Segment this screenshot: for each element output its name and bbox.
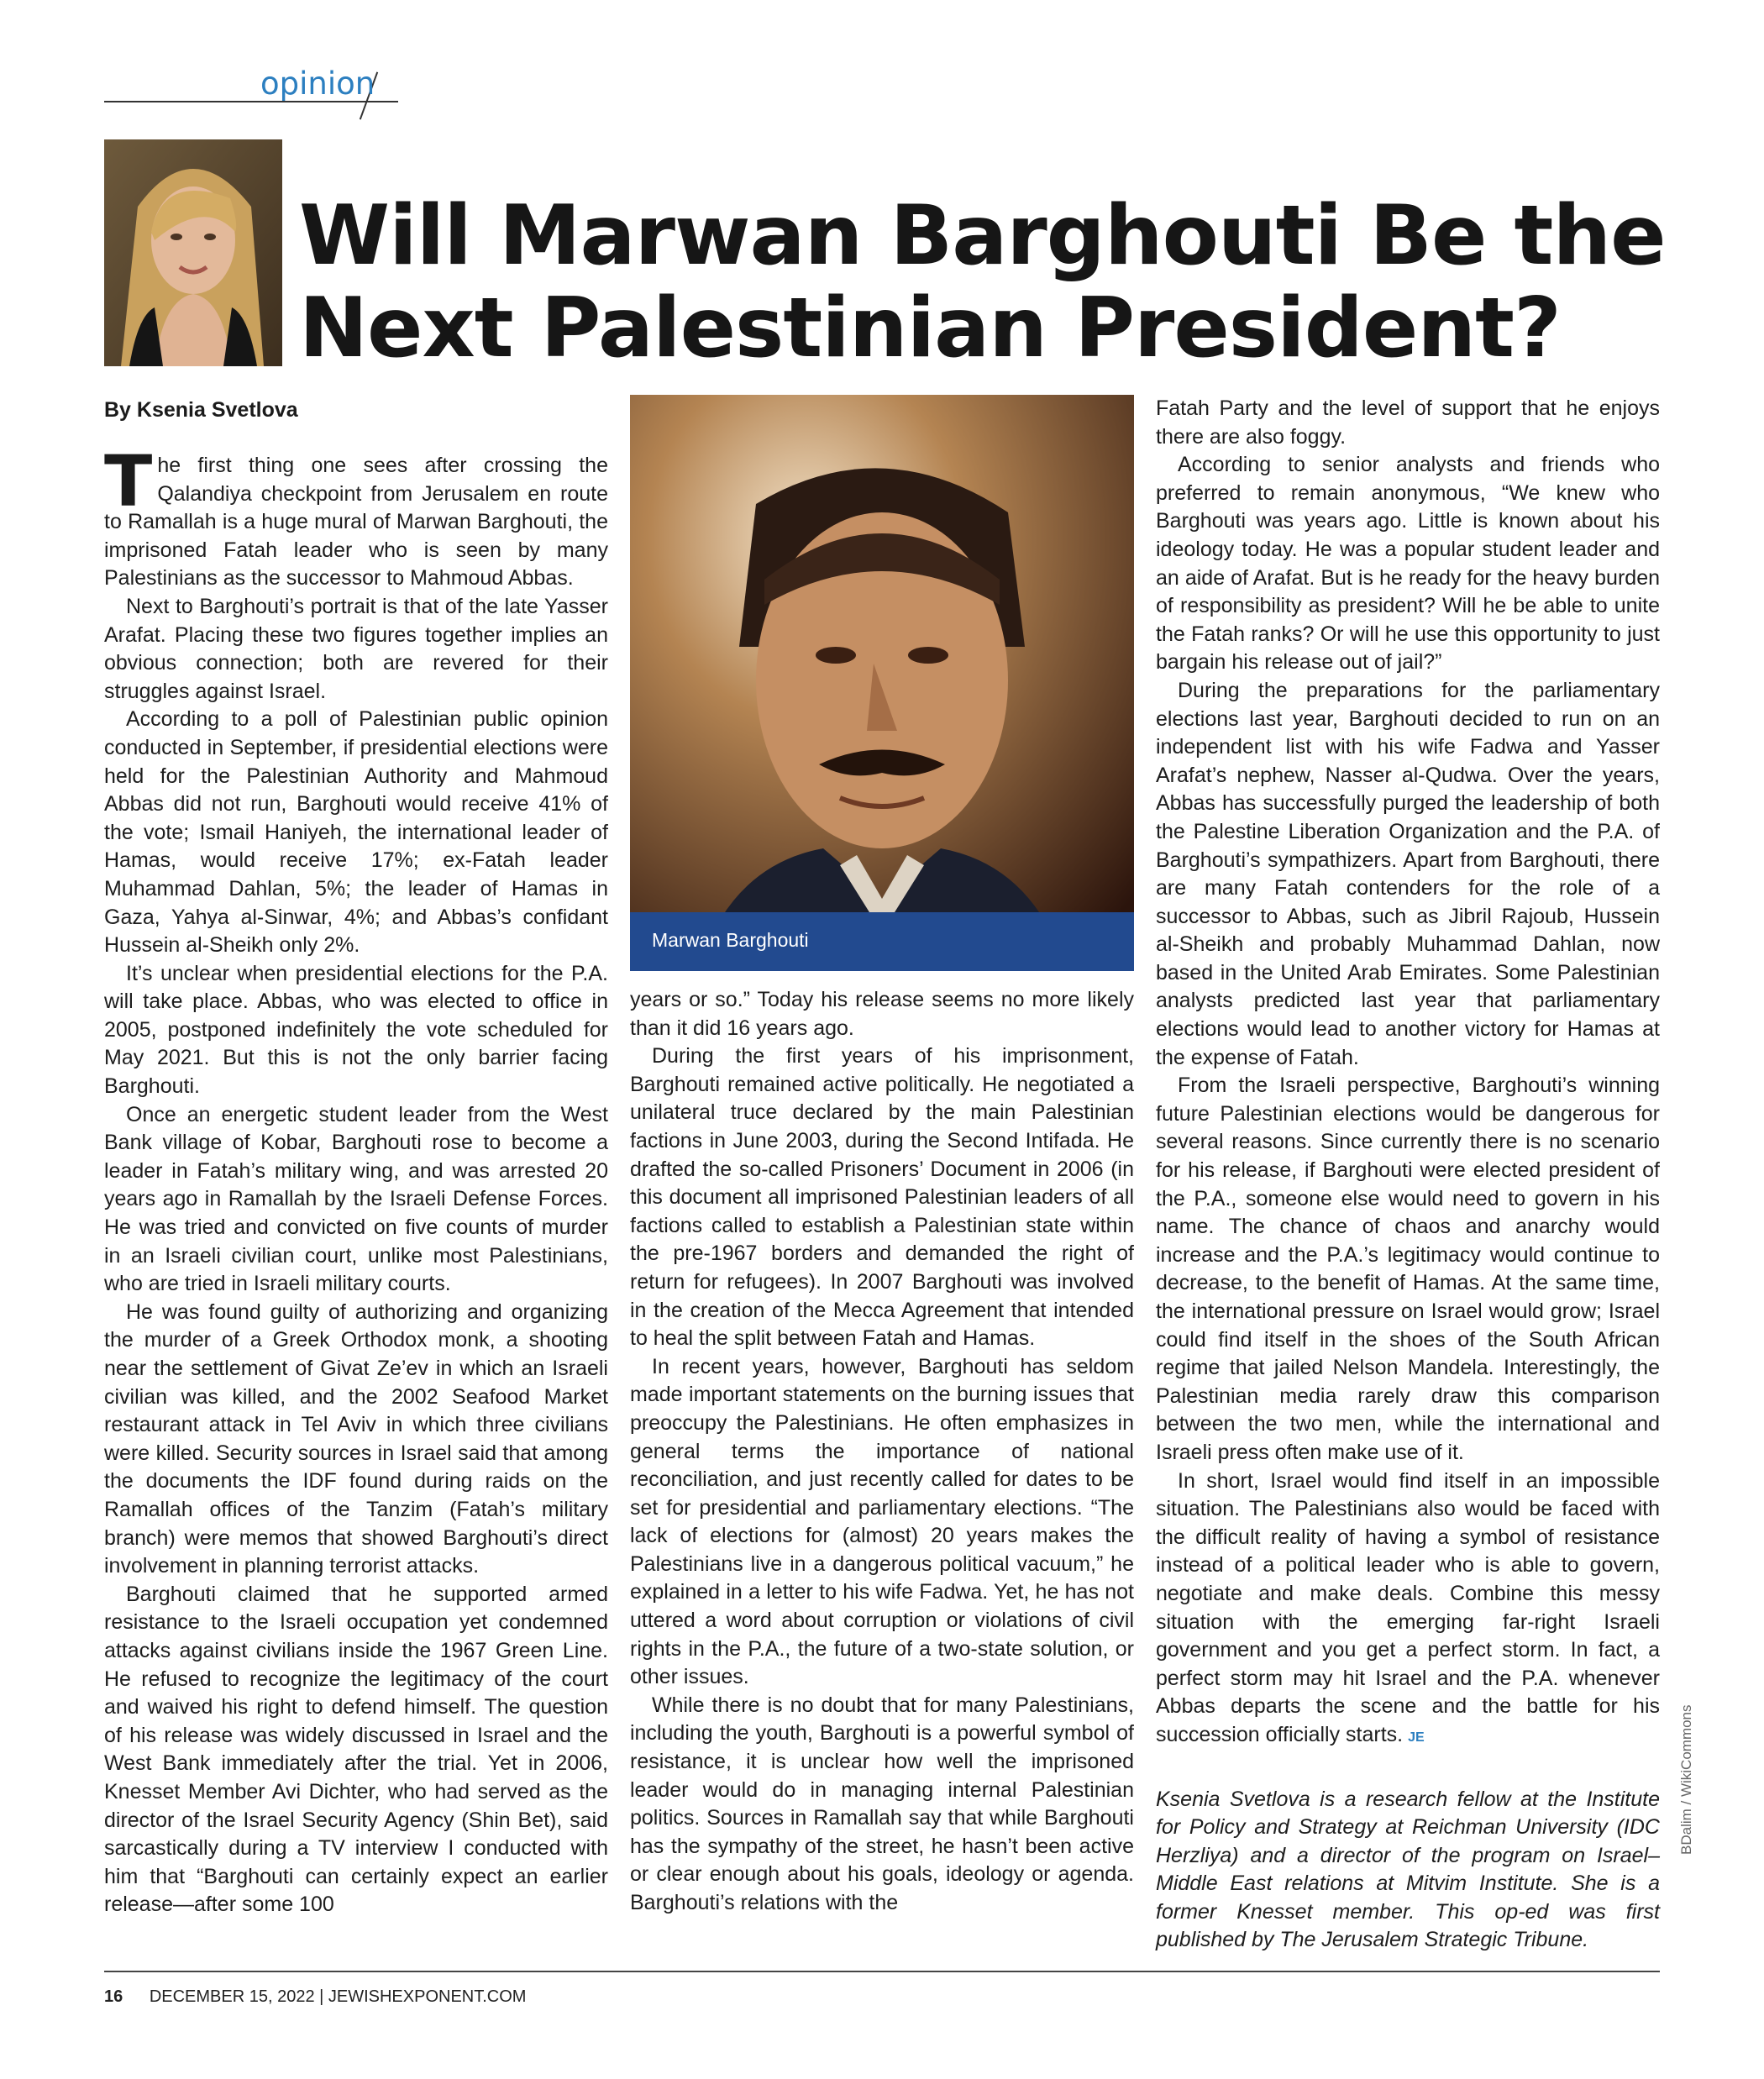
article-paragraph: According to senior analysts and friends who preferred to remain anonymous, “We knew who Barghouti was years ago. Little is known about his ideology today. He was a popular student leader and an aide of Arafat. But is he ready for the heavy burden of responsibility as president? Will he be able to unite the Fatah ranks? Or will he use this opportunity to just bargain his release out of jail?” [1156,453,1660,675]
article-paragraph: In recent years, however, Barghouti has seldom made important statements on the burning issues that preoccupy the Palestinians. He often emphasizes in general terms the importance of national reconciliation, and just recently called for dates to be set for presidential and parliamentary elections. “The lack of elections for (almost) 20 years makes the Palestinians live in a dangerous political vacuum,” he explained in a letter to his wife Fadwa. Yet, he has not uttered a word about corruption or violations of civil rights in the P.A., the future of a two-state solution, or other issues. [630,1354,1134,1689]
article-paragraph: Next to Barghouti’s portrait is that of the late Yasser Arafat. Placing these two figures together implies an obvious connection; both are revered for their struggles against Israel. [104,594,608,703]
article-paragraph: The first thing one sees after crossing the Qalandiya checkpoint from Jerusalem en route to Ramallah is a huge mural of Marwan Barghouti, the imprisoned Fatah leader who is seen by many Palestinians as the successor to Mahmoud Abbas. [104,440,608,591]
article-paragraph: While there is no doubt that for many Palestinians, including the youth, Barghouti is a powerful symbol of resistance, it is unclear how well the imprisoned leader would do in managing internal Palestinian politics. Sources in Ramallah say that while Barghouti has the sympathy of the street, he hasn’t been active or clear enough about his goals, ideology or agenda. Barghouti’s relations with the [630,1693,1134,1914]
page-number: 16 [104,1987,123,2006]
headline-line-2: Next Palestinian President? [299,281,1561,376]
article-paragraph: Once an energetic student leader from the West Bank village of Kobar, Barghouti rose to become a leader in Fatah’s military wing, and was arrested 20 years ago in Ramallah by the Israeli Defense Forces. He was tried and convicted on five counts of murder in an Israeli civilian court, unlike most Palestinians, who are tried in Israeli military courts. [104,1102,608,1296]
article-paragraph: During the preparations for the parliamentary elections last year, Barghouti decided to run on an independent list with his wife Fadwa and Yasser Arafat’s nephew, Nasser al-Qudwa. Over the years, Abbas has successfully purged the leadership of both the Palestine Liberation Organization and the P.A. of Barghouti’s sympathizers. Apart from Barghouti, there are many Fatah contenders for the role of a successor to Abbas, such as Jibril Rajoub, Hussein al-Sheikh and probably Muhammad Dahlan, now based in the United Arab Emirates. Some Palestinian analysts predicted last year that parliamentary elections would lead to another victory for Hamas at the expense of Fatah. [1156,678,1660,1069]
article-paragraph: From the Israeli perspective, Barghouti’s winning future Palestinian elections would be dangerous for several reasons. Since currently there is no scenario for his release, if Barghouti were elected president of the P.A., someone else would need to govern in his name. The chance of chaos and anarchy would increase and the P.A.’s legitimacy would continue to decrease, to the benefit of Hamas. At the same time, the international pressure on Israel would grow; Israel could find itself in the shoes of the South African regime that jailed Nelson Mandela. Interestingly, the Palestinian media rarely draw this comparison between the two men, while the international and Israeli press often make use of it. [1156,1074,1660,1464]
photo-caption: Marwan Barghouti [652,929,809,951]
barghouti-photo [630,395,1134,971]
page-footer [104,1987,526,2007]
byline: By Ksenia Svetlova [104,398,298,422]
headline-line-1: Will Marwan Barghouti Be the [299,188,1666,284]
photo-caption-bar [630,912,1134,971]
article-column-2 [630,986,1134,1918]
drop-cap: T [104,440,153,522]
article-column-3 [1156,395,1660,1955]
end-mark: JE [1408,1730,1425,1745]
article-paragraph: Barghouti claimed that he supported armed resistance to the Israeli occupation yet condemned attacks against civilians inside the 1967 Green Line. He refused to recognize the legitimacy of the court and waived his right to defend himself. The question of his release was widely discussed in Israel and the West Bank immediately after the trial. Yet in 2006, Knesset Member Avi Dichter, who had served as the director of the Israel Security Agency (Shin Bet), said sarcastically during a TV interview I conducted with him that “Barghouti can certainly expect an earlier release—after some 100 [104,1582,608,1917]
article-paragraph: It’s unclear when presidential elections for the P.A. will take place. Abbas, who was elected to office in 2005, postponed indefinitely the vote scheduled for May 2021. But this is not the only barrier facing Barghouti. [104,961,608,1099]
footer-date-site: DECEMBER 15, 2022 | JEWISHEXPONENT.COM [149,1987,527,2006]
article-paragraph: According to a poll of Palestinian public opinion conducted in September, if presidential elections were held for the Palestinian Authority and Mahmoud Abbas did not run, Barghouti would receive 41% of the vote; Ismail Haniyeh, the international leader of Hamas, would receive 17%; ex-Fatah leader Muhammad Dahlan, 5%; the leader of Hamas in Gaza, Yahya al-Sinwar, 4%; and Abbas’s confidant Hussein al-Sheikh only 2%. [104,707,608,958]
author-bio: Ksenia Svetlova is a research fellow at the Institute for Policy and Strategy at Reichman University (IDC Herzliya) and a director of the program on Israel–Middle East relations at Mitvim Institute. She is a former Knesset member. This op-ed was first published by The Jerusalem Strategic Tribune. [1156,1787,1660,1952]
author-photo [104,139,282,366]
article-paragraph: He was found guilty of authorizing and organizing the murder of a Greek Orthodox monk, a shooting near the settlement of Givat Ze’ev in which an Israeli civilian was killed, and the 2002 Seafood Market restaurant attack in Tel Aviv in which three civilians were killed. Security sources in Israel said that among the documents the IDF found during raids on the Ramallah offices of the Tanzim (Fatah’s military branch) were memos that showed Barghouti’s direct involvement in planning terrorist attacks. [104,1299,608,1578]
article-paragraph: Fatah Party and the level of support that he enjoys there are also foggy. [1156,396,1660,449]
headline [299,190,1727,375]
photo-credit: BDalim / WikiCommons [1678,1704,1694,1855]
article-column-1 [104,440,608,1919]
section-label: opinion [260,66,375,102]
article-paragraph: years or so.” Today his release seems no more likely than it did 16 years ago. [630,988,1134,1040]
article-paragraph: In short, Israel would find itself in an impossible situation. The Palestinians also would be faced with the difficult reality of having a symbol of resistance instead of a political leader who is able to govern, negotiate and make deals. Combine this messy situation with the emerging far-right Israeli government and you get a perfect storm. In fact, a perfect storm may hit Israel and the P.A. whenever Abbas departs the scene and the battle for his succession officially starts. JE [1156,1468,1660,1746]
footer-rule [104,1971,1660,1972]
article-paragraph: During the first years of his imprisonment, Barghouti remained active politically. He negotiated a unilateral truce declared by the main Palestinian factions in June 2003, during the Second Intifada. He drafted the so-called Prisoners’ Document in 2006 (in this document all imprisoned Palestinian leaders of all factions called to establish a Palestinian state within the pre-1967 borders and demanded the right of return for refugees). In 2007 Barghouti was involved in the creation of the Mecca Agreement that intended to heal the split between Fatah and Hamas. [630,1044,1134,1351]
